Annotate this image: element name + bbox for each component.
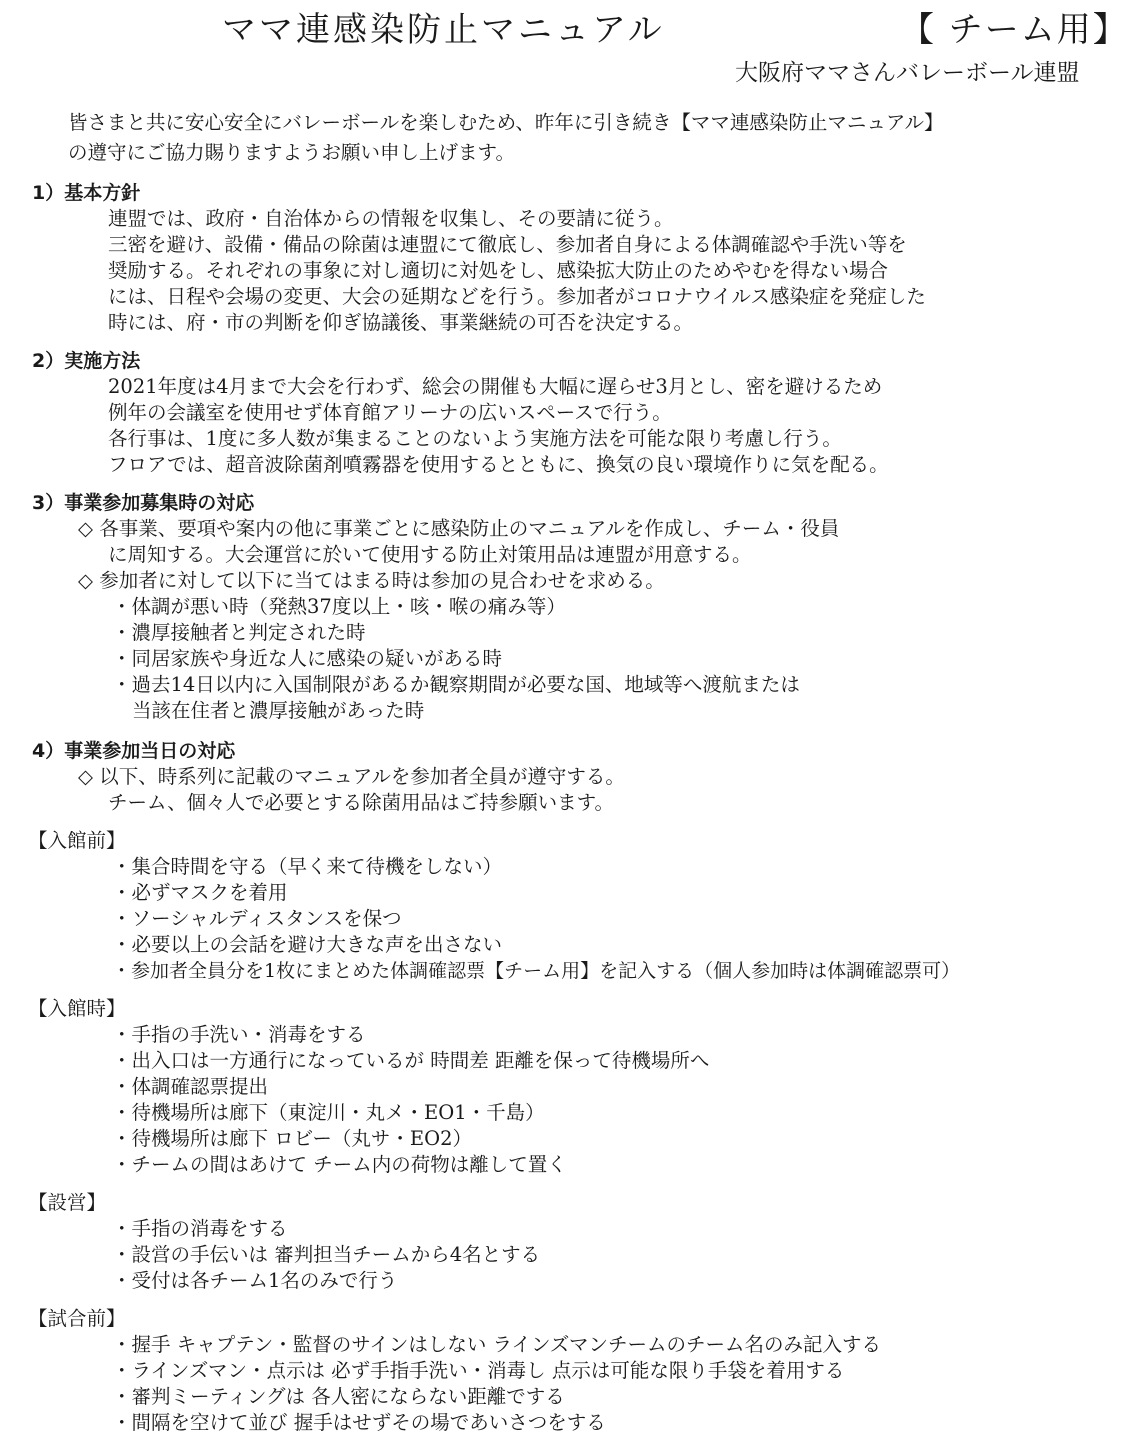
section-line: 奨励する。それぞれの事象に対し適切に対処をし、感染拡大防止のためやむを得ない場合 xyxy=(108,259,889,282)
section-line: チーム、個々人で必要とする除菌用品はご持参願います。 xyxy=(108,791,615,814)
bullet-item: ・濃厚接触者と判定された時 xyxy=(112,621,366,644)
section-line: ◇ 各事業、要項や案内の他に事業ごとに感染防止のマニュアルを作成し、チーム・役員 xyxy=(78,517,840,540)
phase-item: ・手指の手洗い・消毒をする xyxy=(112,1023,366,1046)
phase-label-before-match: 【試合前】 xyxy=(28,1307,126,1330)
section-heading-event-day: 4）事業参加当日の対応 xyxy=(32,740,236,762)
phase-item: ・受付は各チーム1名のみで行う xyxy=(112,1269,398,1292)
team-edition-tag: 【 チーム用】 xyxy=(900,10,1129,50)
section-line: ◇ 以下、時系列に記載のマニュアルを参加者全員が遵守する。 xyxy=(78,765,625,788)
section-line: 時には、府・市の判断を仰ぎ協議後、事業継続の可否を決定する。 xyxy=(108,311,694,334)
section-line: ◇ 参加者に対して以下に当てはまる時は参加の見合わせを求める。 xyxy=(78,569,665,592)
phase-item: ・体調確認票提出 xyxy=(112,1075,269,1098)
organization-name: 大阪府ママさんバレーボール連盟 xyxy=(735,60,1080,86)
phase-label-at-entry: 【入館時】 xyxy=(28,997,126,1020)
section-line: 各行事は、1度に多人数が集まることのないよう実施方法を可能な限り考慮し行う。 xyxy=(108,427,842,450)
phase-item: ・手指の消毒をする xyxy=(112,1217,288,1240)
phase-item: ・必要以上の会話を避け大きな声を出さない xyxy=(112,933,503,956)
phase-item: ・チームの間はあけて チーム内の荷物は離して置く xyxy=(112,1153,567,1176)
section-line: 連盟では、政府・自治体からの情報を収集し、その要請に従う。 xyxy=(108,207,674,230)
section-heading-recruitment: 3）事業参加募集時の対応 xyxy=(32,492,255,514)
section-line: 例年の会議室を使用せず体育館アリーナの広いスペースで行う。 xyxy=(108,401,672,424)
phase-item: ・必ずマスクを着用 xyxy=(112,881,288,904)
bullet-item: ・同居家族や身近な人に感染の疑いがある時 xyxy=(112,647,503,670)
bullet-item: ・過去14日以内に入国制限があるか観察期間が必要な国、地域等へ渡航または xyxy=(112,673,800,696)
phase-item: ・握手 キャプテン・監督のサインはしない ラインズマンチームのチーム名のみ記入する xyxy=(112,1333,881,1356)
phase-item: ・間隔を空けて並び 握手はせずその場であいさつをする xyxy=(112,1411,606,1434)
section-line: 2021年度は4月まで大会を行わず、総会の開催も大幅に遅らせ3月とし、密を避けるため xyxy=(108,375,883,398)
phase-item: ・出入口は一方通行になっているが 時間差 距離を保って待機場所へ xyxy=(112,1049,710,1072)
section-heading-policy: 1）基本方針 xyxy=(32,182,141,204)
phase-item: ・待機場所は廊下 ロビー（丸サ・EO2） xyxy=(112,1127,473,1150)
section-line: フロアでは、超音波除菌剤噴霧器を使用するとともに、換気の良い環境作りに気を配る。 xyxy=(108,453,889,476)
section-heading-method: 2）実施方法 xyxy=(32,350,141,372)
section-line: 三密を避け、設備・備品の除菌は連盟にて徹底し、参加者自身による体調確認や手洗い等を xyxy=(108,233,907,256)
phase-item: ・審判ミーティングは 各人密にならない距離でする xyxy=(112,1385,565,1408)
phase-label-setup: 【設営】 xyxy=(28,1191,107,1214)
section-line: には、日程や会場の変更、大会の延期などを行う。参加者がコロナウイルス感染症を発症した xyxy=(108,285,926,308)
intro-line: 皆さまと共に安心安全にバレーボールを楽しむため、昨年に引き続き【ママ連感染防止マニュアル】 xyxy=(68,111,944,134)
phase-item: ・ソーシャルディスタンスを保つ xyxy=(112,907,402,930)
document-title: ママ連感染防止マニュアル xyxy=(222,10,665,50)
bullet-item: 当該在住者と濃厚接触があった時 xyxy=(132,699,425,722)
section-line: に周知する。大会運営に於いて使用する防止対策用品は連盟が用意する。 xyxy=(108,543,752,566)
intro-line: の遵守にご協力賜りますようお願い申し上げます。 xyxy=(68,141,515,164)
phase-item: ・設営の手伝いは 審判担当チームから4名とする xyxy=(112,1243,541,1266)
bullet-item: ・体調が悪い時（発熱37度以上・咳・喉の痛み等） xyxy=(112,595,566,618)
phase-item: ・参加者全員分を1枚にまとめた体調確認票【チーム用】を記入する（個人参加時は体調確認票可） xyxy=(112,960,961,982)
phase-label-before-entry: 【入館前】 xyxy=(28,829,126,852)
phase-item: ・待機場所は廊下（東淀川・丸メ・EO1・千島） xyxy=(112,1101,545,1124)
phase-item: ・ラインズマン・点示は 必ず手指手洗い・消毒し 点示は可能な限り手袋を着用する xyxy=(112,1359,845,1382)
phase-item: ・集合時間を守る（早く来て待機をしない） xyxy=(112,855,503,878)
